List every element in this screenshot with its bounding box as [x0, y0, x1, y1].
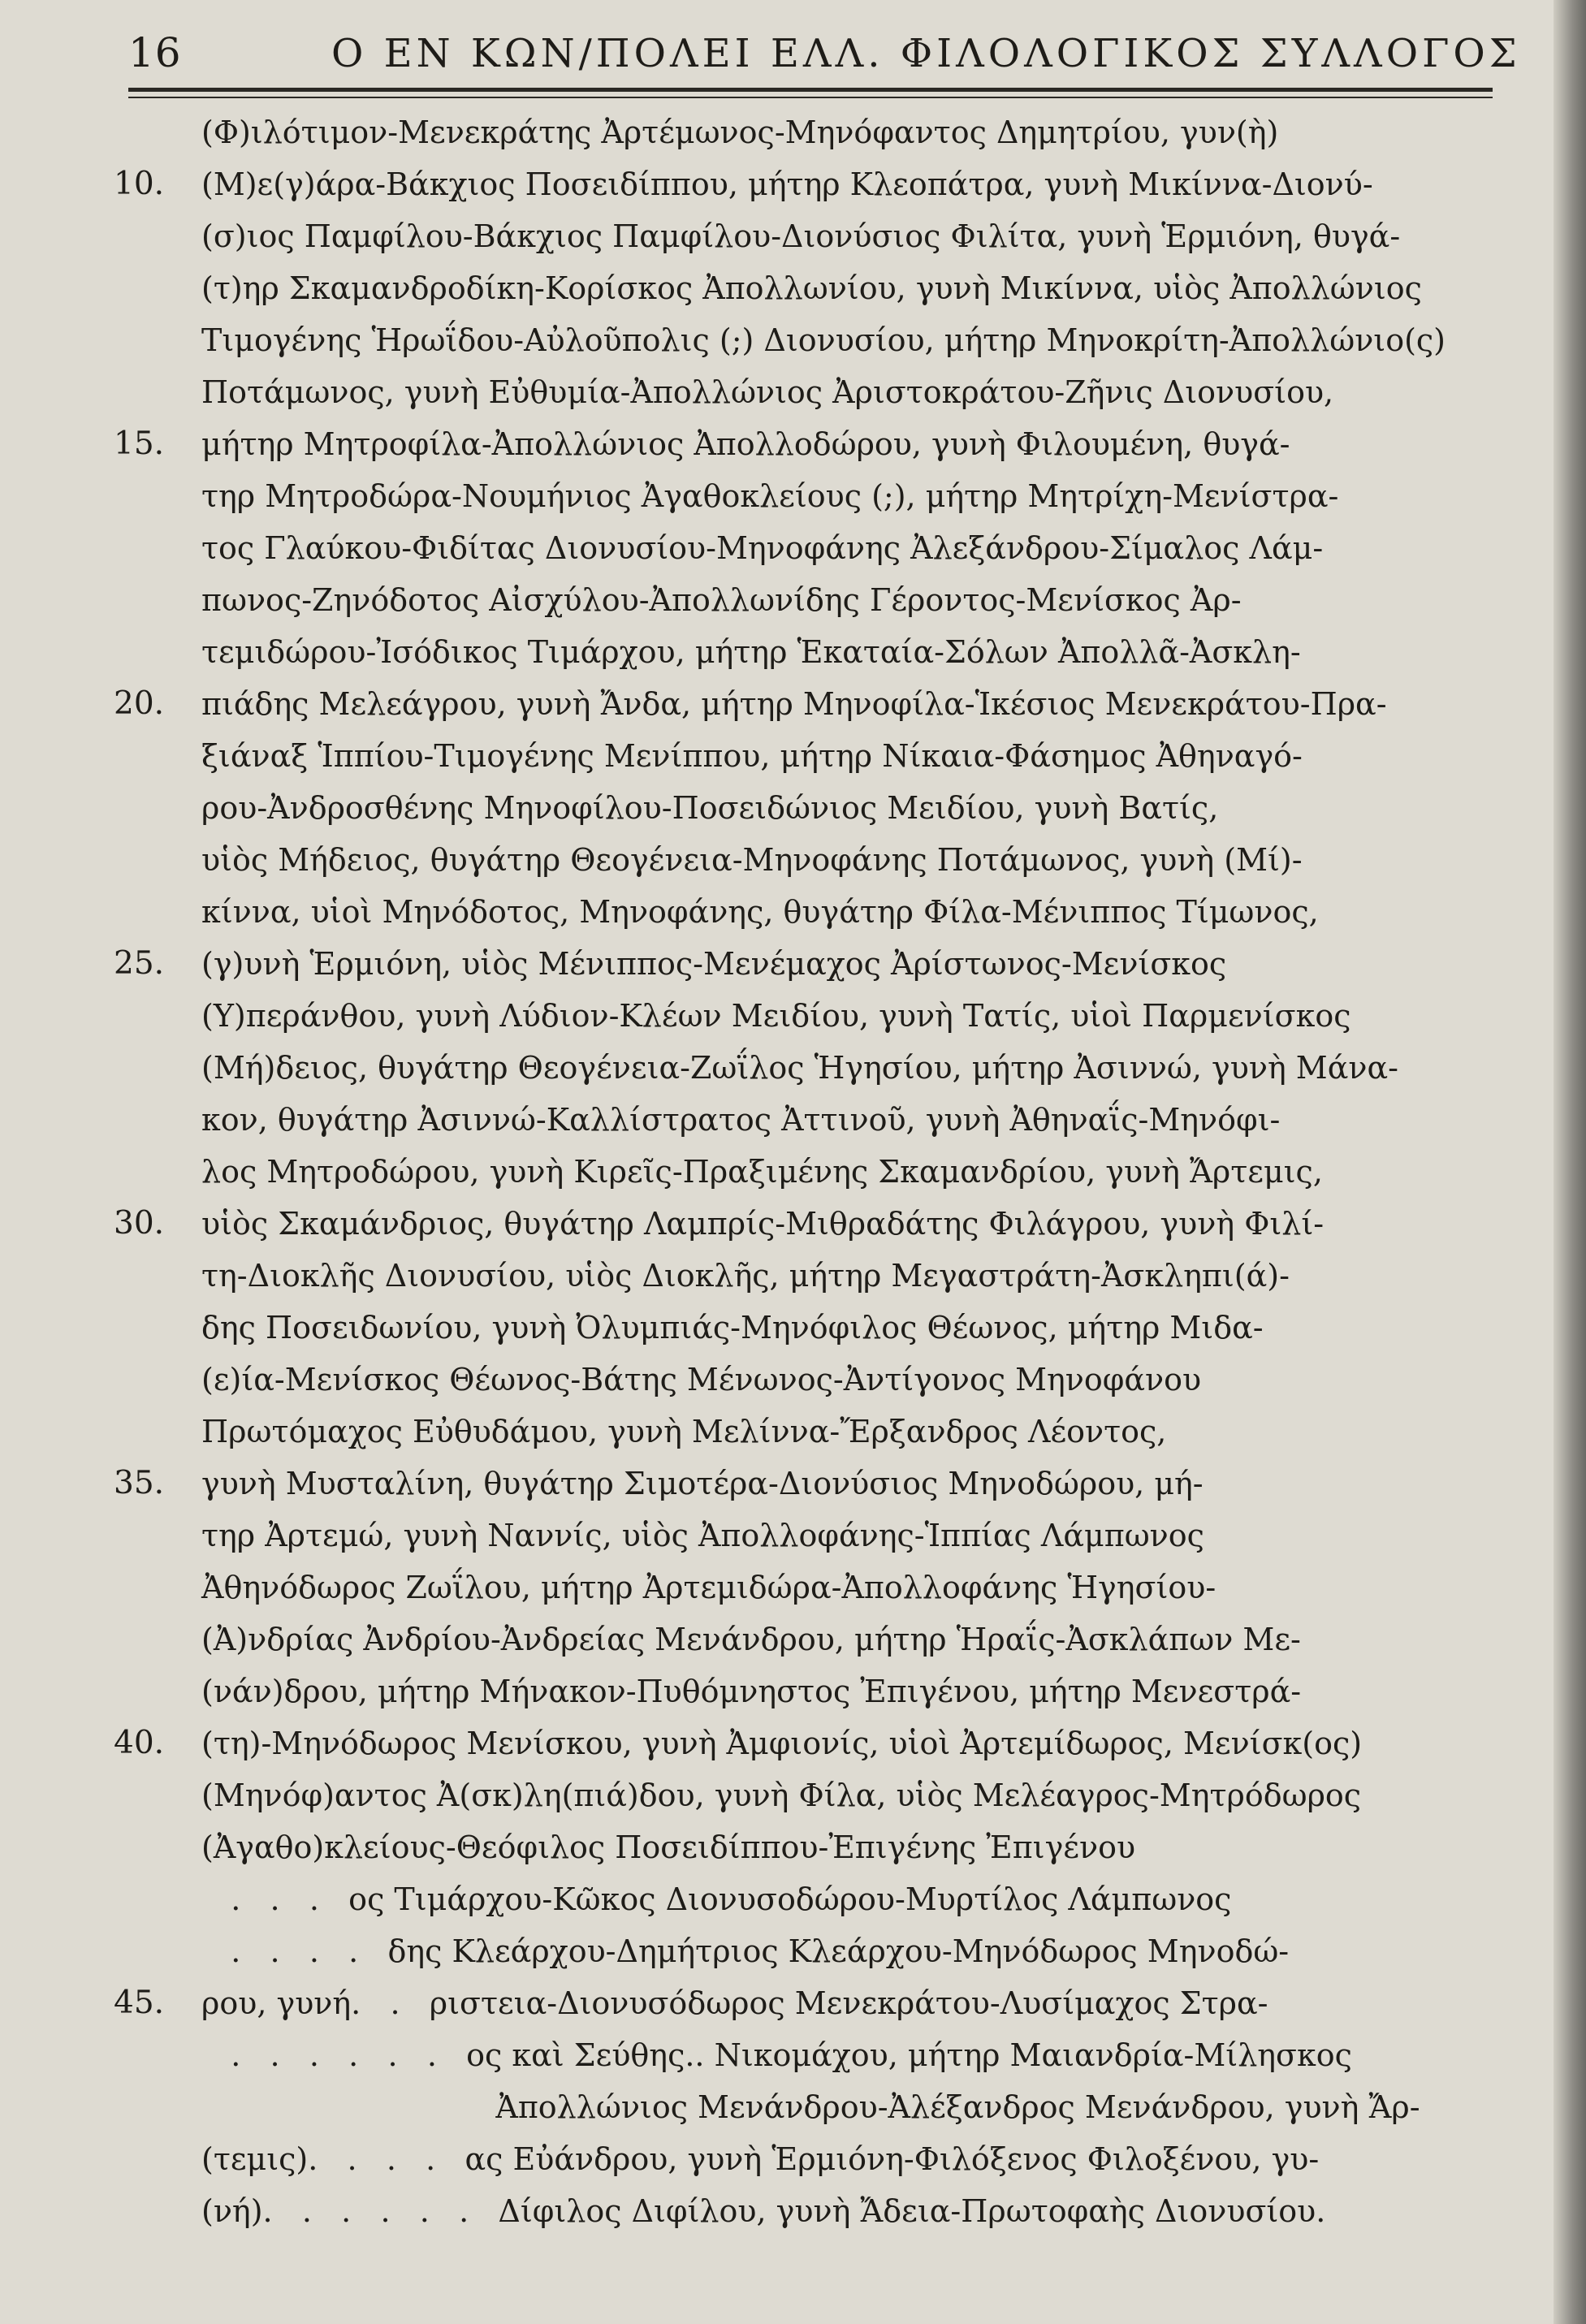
- line-text: τος Γλαύκου-Φιδίτας Διονυσίου-Μηνοφάνης Ἀλεξάνδρου-Σίμαλος Λάμ-: [201, 530, 1324, 566]
- line-text: (Μ)ε(γ)άρα-Βάκχιος Ποσειδίππου, μήτηρ Κλεοπάτρα, γυνὴ Μικίννα-Διονύ-: [201, 166, 1373, 202]
- line-text: (τεμις). . . . ας Εὐάνδρου, γυνὴ Ἑρμιόνη-Φιλόξενος Φιλοξένου, γυ-: [201, 2141, 1320, 2177]
- line-text: Ἀθηνόδωρος Ζωΐλου, μήτηρ Ἀρτεμιδώρα-Ἀπολλοφάνης Ἡγησίου-: [201, 1570, 1217, 1605]
- text-line: [114, 1303, 1454, 1352]
- line-number: 45.: [114, 1985, 165, 2021]
- line-text: τεμιδώρου-Ἰσόδικος Τιμάρχου, μήτηρ Ἑκαταία-Σόλων Ἀπολλᾶ-Ἀσκλη-: [201, 634, 1301, 670]
- text-line: [114, 1459, 1454, 1508]
- text-line: [114, 1615, 1454, 1664]
- text-line: [114, 1875, 1454, 1924]
- line-number: 10.: [114, 166, 165, 202]
- line-text: υἱὸς Σκαμάνδριος, θυγάτηρ Λαμπρίς-Μιθραδάτης Φιλάγρου, γυνὴ Φιλί-: [201, 1206, 1325, 1242]
- line-text: . . . . . . ος καὶ Σεύθης.. Νικομάχου, μήτηρ Μαιανδρία-Μίλησκος: [201, 2037, 1352, 2073]
- text-line: [114, 2187, 1454, 2235]
- line-text: γυνὴ Μυσταλίνη, θυγάτηρ Σιμοτέρα-Διονύσιος Μηνοδώρου, μή-: [201, 1466, 1204, 1501]
- text-line: [114, 368, 1454, 417]
- line-text: (Μηνόφ)αντος Ἀ(σκ)λη(πιά)δου, γυνὴ Φίλα, υἱὸς Μελέαγρος-Μητρόδωρος: [201, 1778, 1362, 1813]
- line-text: πωνος-Ζηνόδοτος Αἰσχύλου-Ἀπολλωνίδης Γέροντος-Μενίσκος Ἀρ-: [201, 582, 1242, 618]
- line-number: 35.: [114, 1465, 165, 1501]
- text-line: [114, 732, 1454, 780]
- line-text: (γ)υνὴ Ἑρμιόνη, υἱὸς Μένιππος-Μενέμαχος Ἀρίστωνος-Μενίσκος: [201, 946, 1227, 982]
- line-text: ξιάναξ Ἱππίου-Τιμογένης Μενίππου, μήτηρ Νίκαια-Φάσημος Ἀθηναγό-: [201, 738, 1303, 774]
- line-text: πιάδης Μελεάγρου, γυνὴ Ἄνδα, μήτηρ Μηνοφίλα-Ἱκέσιος Μενεκράτου-Πρα-: [201, 686, 1387, 722]
- line-text: (νάν)δρου, μήτηρ Μήνακον-Πυθόμνηστος Ἐπιγένου, μήτηρ Μενεστρά-: [201, 1674, 1302, 1709]
- line-text: (τ)ηρ Σκαμανδροδίκη-Κορίσκος Ἀπολλωνίου, γυνὴ Μικίννα, υἱὸς Ἀπολλώνιος: [201, 270, 1422, 306]
- text-line: [114, 1719, 1454, 1768]
- text-line: [114, 524, 1454, 572]
- line-text: (Μή)δειος, θυγάτηρ Θεογένεια-Ζωΐλος Ἡγησίου, μήτηρ Ἀσιννώ, γυνὴ Μάνα-: [201, 1050, 1398, 1086]
- page-number: 16: [128, 29, 182, 76]
- line-text: (σ)ιος Παμφίλου-Βάκχιος Παμφίλου-Διονύσιος Φιλίτα, γυνὴ Ἑρμιόνη, θυγά-: [201, 218, 1401, 254]
- text-line: [114, 991, 1454, 1040]
- text-line: [114, 108, 1454, 157]
- text-line: [114, 1823, 1454, 1872]
- text-line: [114, 1199, 1454, 1248]
- text-line: [114, 1979, 1454, 2028]
- line-text: . . . . δης Κλεάρχου-Δημήτριος Κλεάρχου-Μηνόδωρος Μηνοδώ-: [201, 1933, 1290, 1969]
- line-text: Τιμογένης Ἡρωΐδου-Αὐλοῦπολις (;) Διονυσίου, μήτηρ Μηνοκρίτη-Ἀπολλώνιο(ς): [201, 322, 1446, 358]
- text-line: [114, 1667, 1454, 1716]
- text-line: [114, 472, 1454, 521]
- line-text: κίννα, υἱοὶ Μηνόδοτος, Μηνοφάνης, θυγάτηρ Φίλα-Μένιππος Τίμωνος,: [201, 894, 1319, 930]
- running-header: [128, 23, 1521, 88]
- text-line: [114, 1043, 1454, 1092]
- line-text: δης Ποσειδωνίου, γυνὴ Ὀλυμπιάς-Μηνόφιλος Θέωνος, μήτηρ Μιδα-: [201, 1310, 1264, 1346]
- line-text: (ε)ία-Μενίσκος Θέωνος-Βάτης Μένωνος-Ἀντίγονος Μηνοφάνου: [201, 1362, 1202, 1397]
- line-text: Πρωτόμαχος Εὐθυδάμου, γυνὴ Μελίννα-Ἔρξανδρος Λέοντος,: [201, 1414, 1167, 1449]
- text-line: [114, 2135, 1454, 2184]
- text-line: [114, 1563, 1454, 1612]
- line-number: 15.: [114, 425, 165, 462]
- text-line: [114, 680, 1454, 728]
- line-text: (Υ)περάνθου, γυνὴ Λύδιον-Κλέων Μειδίου, γυνὴ Τατίς, υἱοὶ Παρμενίσκος: [201, 998, 1351, 1034]
- inscription-text-block: [114, 102, 1454, 2294]
- line-number: 20.: [114, 685, 165, 722]
- header-rule-thin: [128, 97, 1493, 98]
- header-rule-thick: [128, 88, 1493, 92]
- text-line: [114, 576, 1454, 624]
- line-text: υἱὸς Μήδειος, θυγάτηρ Θεογένεια-Μηνοφάνης Ποτάμωνος, γυνὴ (Μί)-: [201, 842, 1303, 878]
- line-text: Ἀπολλώνιος Μενάνδρου-Ἀλέξανδρος Μενάνδρου, γυνὴ Ἄρ-: [201, 2089, 1420, 2125]
- line-text: ρου, γυνή. . ριστεια-Διονυσόδωρος Μενεκράτου-Λυσίμαχος Στρα-: [201, 1985, 1268, 2021]
- line-text: τη-Διοκλῆς Διονυσίου, υἱὸς Διοκλῆς, μήτηρ Μεγαστράτη-Ἀσκληπι(ά)-: [201, 1258, 1290, 1294]
- line-text: (νή). . . . . . Δίφιλος Διφίλου, γυνὴ Ἄδεια-Πρωτοφαὴς Διονυσίου.: [201, 2193, 1326, 2229]
- text-line: [114, 1147, 1454, 1196]
- text-line: [114, 2031, 1454, 2080]
- text-line: [114, 160, 1454, 209]
- text-line: [114, 1355, 1454, 1404]
- line-text: κον, θυγάτηρ Ἀσιννώ-Καλλίστρατος Ἀττινοῦ, γυνὴ Ἀθηναΐς-Μηνόφι-: [201, 1102, 1281, 1138]
- line-text: τηρ Μητροδώρα-Νουμήνιος Ἀγαθοκλείους (;), μήτηρ Μητρίχη-Μενίστρα-: [201, 478, 1339, 514]
- line-text: . . . ος Τιμάρχου-Κῶκος Διονυσοδώρου-Μυρτίλος Λάμπωνος: [201, 1881, 1232, 1917]
- text-line: [114, 836, 1454, 884]
- text-line: [114, 420, 1454, 469]
- line-text: Ποτάμωνος, γυνὴ Εὐθυμία-Ἀπολλώνιος Ἀριστοκράτου-Ζῆνις Διονυσίου,: [201, 374, 1334, 410]
- text-line: [114, 1511, 1454, 1560]
- text-line: [114, 940, 1454, 988]
- line-text: λος Μητροδώρου, γυνὴ Κιρεῖς-Πραξιμένης Σκαμανδρίου, γυνὴ Ἄρτεμις,: [201, 1154, 1323, 1190]
- line-text: μήτηρ Μητροφίλα-Ἀπολλώνιος Ἀπολλοδώρου, γυνὴ Φιλουμένη, θυγά-: [201, 426, 1290, 462]
- line-number: 25.: [114, 945, 165, 982]
- line-text: ρου-Ἀνδροσθένης Μηνοφίλου-Ποσειδώνιος Μειδίου, γυνὴ Βατίς,: [201, 790, 1219, 826]
- text-line: [114, 1927, 1454, 1976]
- text-line: [114, 316, 1454, 365]
- line-number: 30.: [114, 1205, 165, 1242]
- line-text: (Ἀγαθο)κλείους-Θεόφιλος Ποσειδίππου-Ἐπιγένης Ἐπιγένου: [201, 1829, 1136, 1865]
- running-title: Ο ΕΝ ΚΩΝ/ΠΟΛΕΙ ΕΛΛ. ΦΙΛΟΛΟΓΙΚΟΣ ΣΥΛΛΟΓΟΣ: [331, 31, 1521, 76]
- line-number: 40.: [114, 1725, 165, 1761]
- line-text: (Φ)ιλότιμον-Μενεκράτης Ἀρτέμωνος-Μηνόφαντος Δημητρίου, γυν(ὴ): [201, 114, 1279, 150]
- line-text: (Ἀ)νδρίας Ἀνδρίου-Ἀνδρείας Μενάνδρου, μήτηρ Ἡραΐς-Ἀσκλάπων Με-: [201, 1622, 1301, 1657]
- text-line: [114, 784, 1454, 832]
- line-text: τηρ Ἀρτεμώ, γυνὴ Ναννίς, υἱὸς Ἀπολλοφάνης-Ἱππίας Λάμπωνος: [201, 1518, 1204, 1553]
- page-edge-shadow: [1554, 0, 1586, 2324]
- text-line: [114, 1251, 1454, 1300]
- line-text: (τη)-Μηνόδωρος Μενίσκου, γυνὴ Ἀμφιονίς, υἱοὶ Ἀρτεμίδωρος, Μενίσκ(ος): [201, 1726, 1363, 1761]
- text-line: [114, 1095, 1454, 1144]
- text-line: [114, 888, 1454, 936]
- text-line: [114, 2083, 1454, 2132]
- text-line: [114, 1771, 1454, 1820]
- text-line: [114, 628, 1454, 676]
- text-line: [114, 1407, 1454, 1456]
- text-line: [114, 212, 1454, 261]
- text-line: [114, 264, 1454, 313]
